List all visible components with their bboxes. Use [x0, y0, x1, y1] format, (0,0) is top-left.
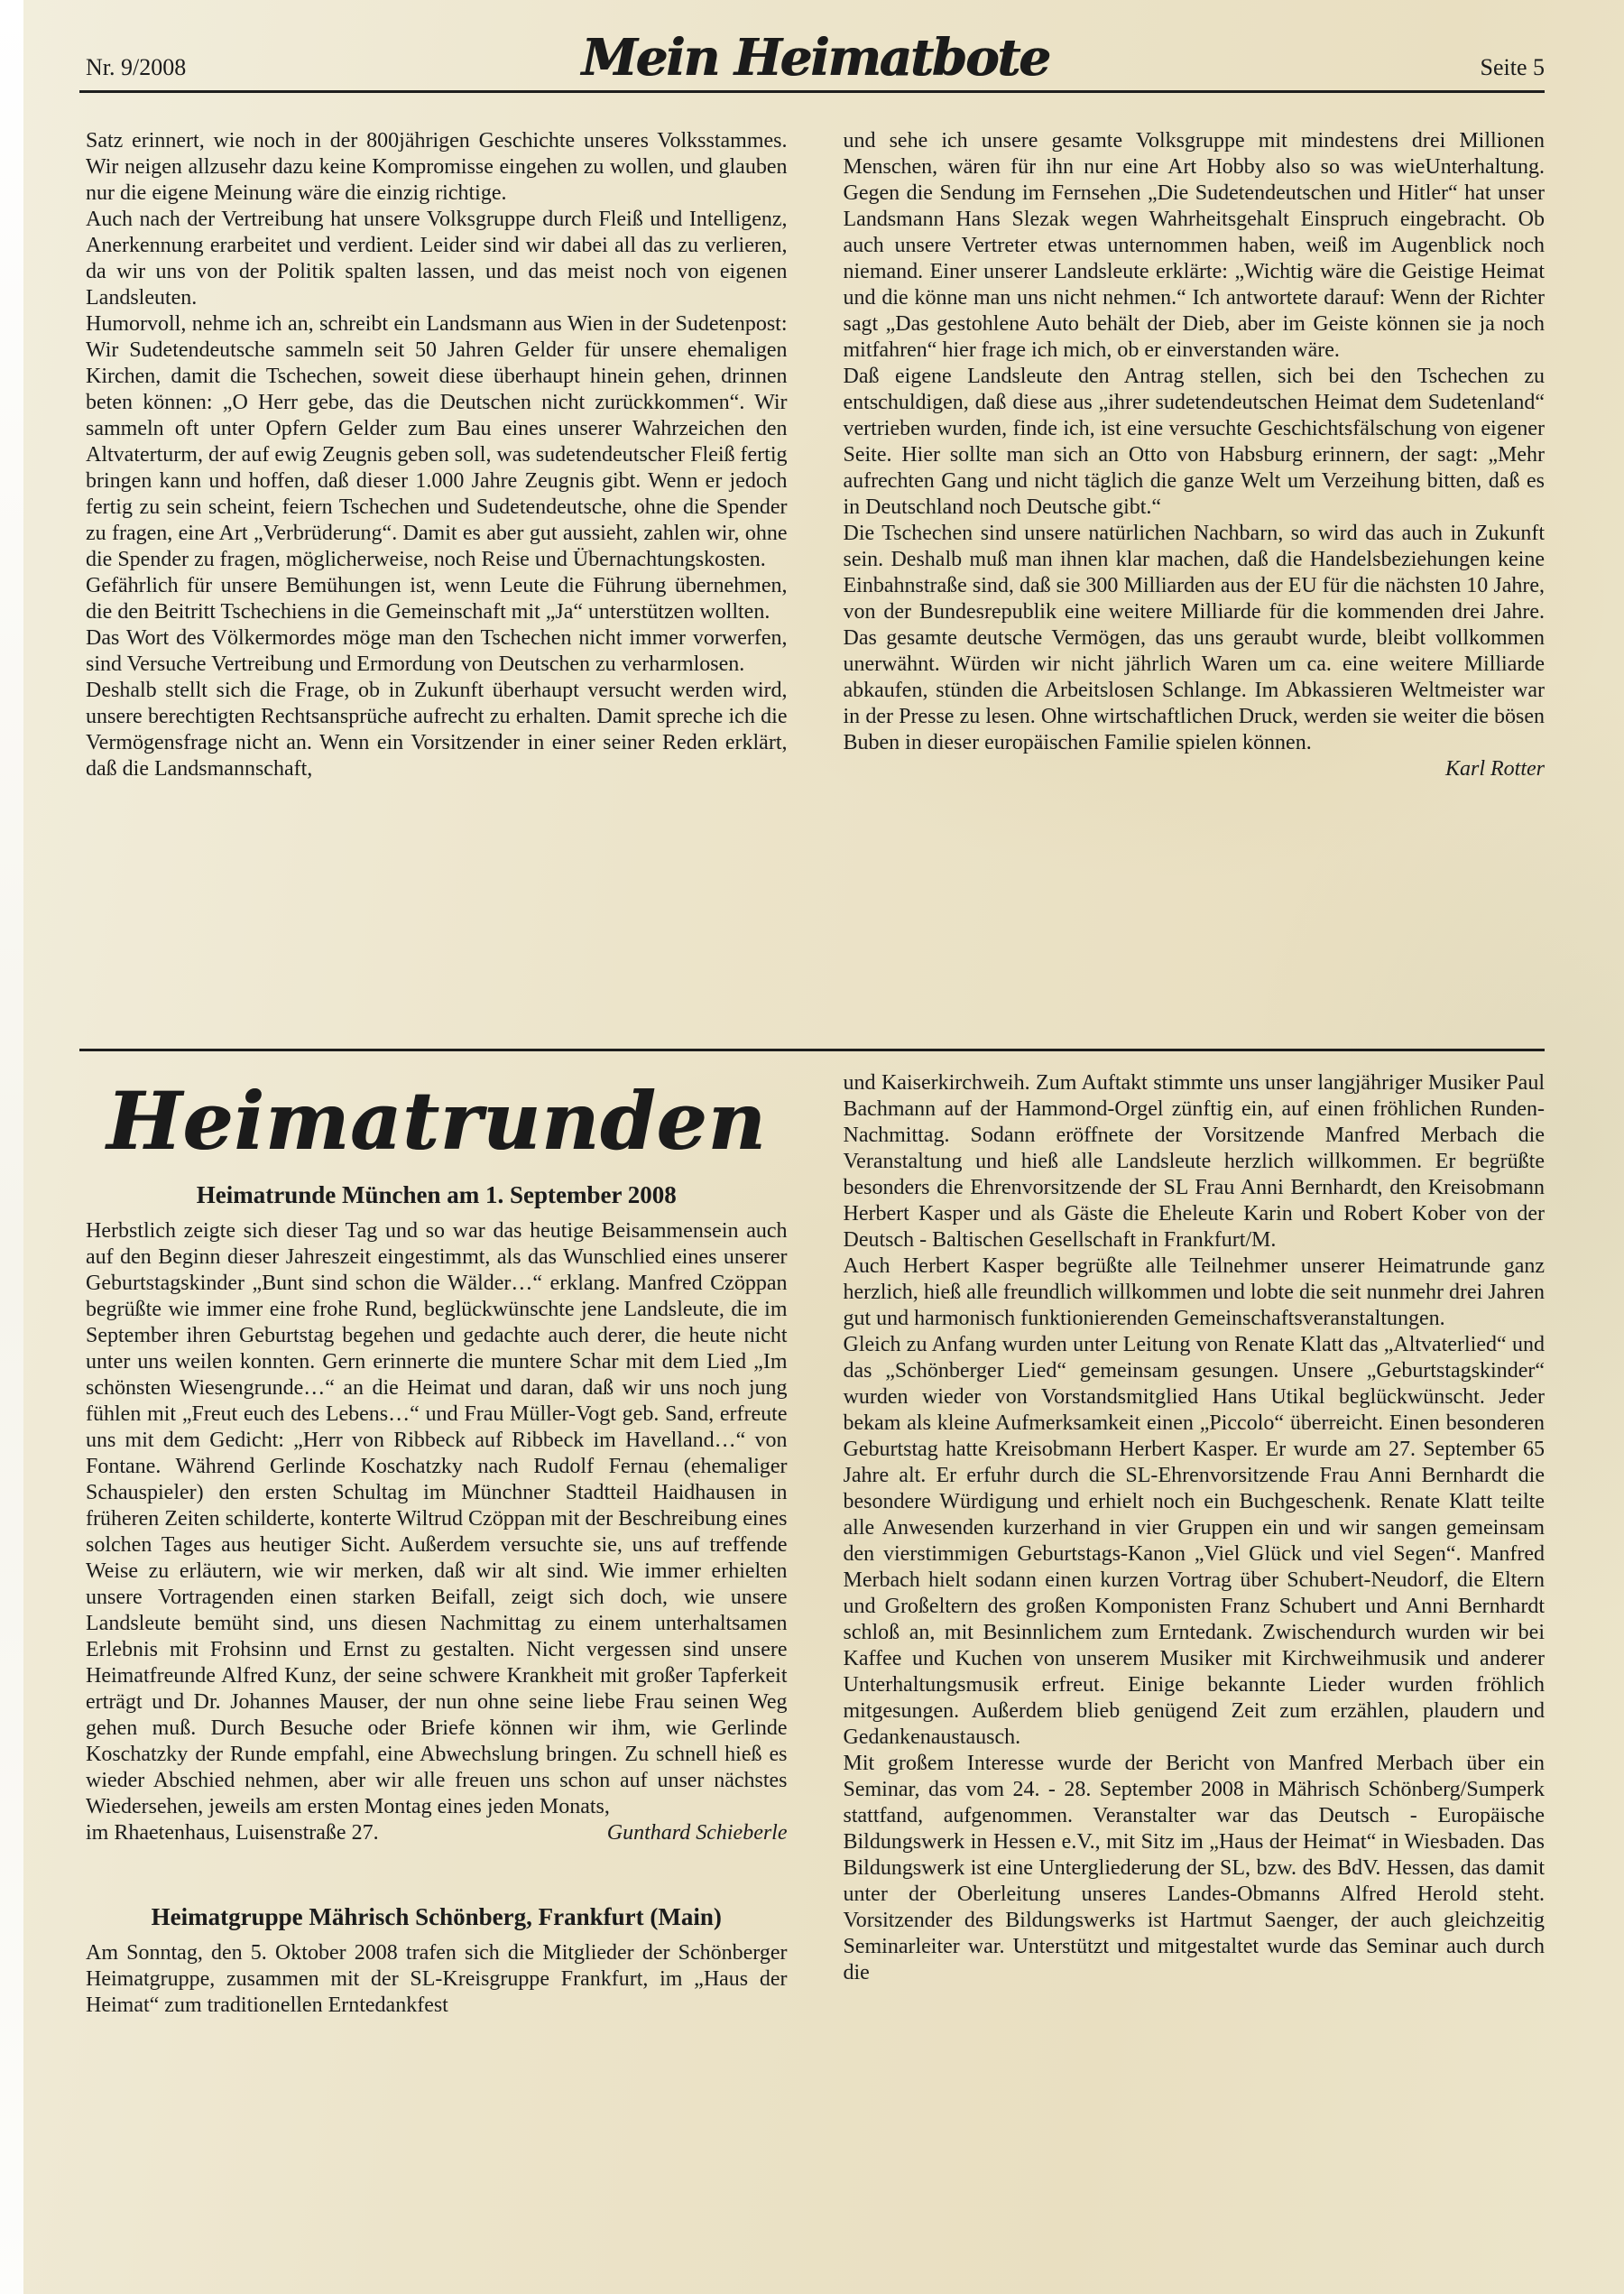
- issue-number: Nr. 9/2008: [86, 54, 187, 80]
- body-paragraph: Deshalb stellt sich die Frage, ob in Zukunft überhaupt versucht werden wird, unsere berechtigten Rechtsansprüche aufrecht zu erhalten. Damit spreche ich die Vermögensfrage nicht an. Wenn ein Vorsitzender in einer seiner Reden erklärt, daß die Landsmannschaft,: [86, 679, 788, 781]
- page-number: Seite 5: [1480, 54, 1545, 80]
- body-paragraph: Daß eigene Landsleute den Antrag stellen, sich bei den Tschechen zu entschuldigen, daß diese aus „ihrer sudetendeutschen Heimat dem Sudetenland“ vertrieben wurden, finde ich, ist eine versuchte Geschichtsfälschung von eigener Seite. Hier sollte man sich an Otto von Habsburg erinnern, der sagt: „Mehr aufrechten Gang und nicht täglich die ganze Welt um Verzeihung bitten, daß es in Deutschland noch Deutsche gibt.“: [843, 365, 1545, 519]
- header-rule: [79, 90, 1545, 93]
- body-paragraph: Auch Herbert Kasper begrüßte alle Teilnehmer unserer Heimatrunde ganz herzlich, hieß alle freundlich willkommen und lobte die seit nunmehr drei Jahren gut und harmonisch funktionierenden Gemeinschaftsveranstaltungen.: [843, 1254, 1545, 1330]
- body-paragraph: Gleich zu Anfang wurden unter Leitung von Renate Klatt das „Altvaterlied“ und das „Schönberger Lied“ gemeinsam gesungen. Unsere „Geburtstagskinder“ wurden wieder von Vorstandsmitglied Hans Utikal beglückwünscht. Jeder bekam als kleine Aufmerksamkeit einen „Piccolo“ überreicht. Einen besonderen Geburtstag hatte Kreisobmann Herbert Kasper. Er wurde am 27. September 65 Jahre alt. Er erfuhr durch die SL-Ehrenvorsitzende Frau Anni Bernhardt die besondere Würdigung und erhielt noch ein Buchgeschenk. Renate Klatt teilte alle Anwesenden kurzerhand in vier Gruppen ein und wir sangen gemeinsam den vierstimmigen Geburtstags-Kanon „Viel Glück und viel Segen“. Manfred Merbach hielt sodann einen kurzen Vortrag über Schubert-Neudorf, die Eltern und Großeltern des großen Komponisten Franz Schubert und Anni Bernhardt schloß an, mit Besinnlichem zum Erntedank. Zwischendurch wurden wir bei Kaffee und Kuchen von unserem Musiker mit Kirchweihmusik und anderer Unterhaltungsmusik erfreut. Einige bekannte Lieder wurden fröhlich mitgesungen. Außerdem blieb genügend Zeit zum erzählen, plaudern und Gedankenaustausch.: [843, 1333, 1545, 1749]
- signature-row: [86, 1820, 788, 1846]
- body-paragraph: Das Wort des Völkermordes möge man den Tschechen nicht immer vorwerfen, sind Versuche Vertreibung und Ermordung von Deutschen zu verharmlosen.: [86, 626, 788, 676]
- body-paragraph: Gefährlich für unsere Bemühungen ist, wenn Leute die Führung übernehmen, die den Beitritt Tschechiens in die Gemeinschaft mit „Ja“ unterstützen wollten.: [86, 574, 788, 624]
- body-paragraph: Mit großem Interesse wurde der Bericht von Manfred Merbach über ein Seminar, das vom 24. - 28. September 2008 in Mährisch Schönberg/Sumperk stattfand, aufgenommen. Veranstalter war das Deutsch - Europäische Bildungswerk in Hessen e.V., mit Sitz im „Haus der Heimat“ in Wiesbaden. Das Bildungswerk ist eine Untergliederung der SL, bzw. des BdV. Hessen, das damit unter der Oberleitung unseres Landes-Obmanns Alfred Herold steht. Vorsitzender des Bildungswerks ist Hartmut Saenger, der auch gleichzeitig Seminarleiter war. Unterstützt und mitgestaltet wurde das Seminar auch durch die: [843, 1752, 1545, 1984]
- body-paragraph: und sehe ich unsere gesamte Volksgruppe mit mindestens drei Millionen Menschen, wären für ihn nur eine Art Hobby also so was wieUnterhaltung. Gegen die Sendung im Fernsehen „Die Sudetendeutschen und Hitler“ hat unser Landsmann Hans Slezak wegen Wahrheitsgehalt Einspruch eingebracht. Ob auch unsere Vertreter etwas unternommen haben, weiß im Augenblick noch niemand. Einer unserer Landsleute erklärte: „Wichtig wäre die Geistige Heimat und die könne man uns nicht nehmen.“ Ich antwortete darauf: Wenn der Richter sagt „Das gestohlene Auto behält der Dieb, aber im Geiste können sie ja noch mitfahren“ hier frage ich mich, ob er einverstanden wäre.: [843, 129, 1545, 362]
- heimatrunden-section: [86, 1070, 1545, 2019]
- body-paragraph: Satz erinnert, wie noch in der 800jährigen Geschichte unseres Volksstammes. Wir neigen allzusehr dazu keine Kompromisse eingehen zu wollen, und glauben nur die eigene Meinung wäre die einzig richtige.: [86, 129, 788, 205]
- body-last-line: im Rhaetenhaus, Luisenstraße 27.: [86, 1821, 379, 1845]
- article-heading-schoenberg: Heimatgruppe Mährisch Schönberg, Frankfurt (Main): [151, 1903, 722, 1930]
- author-signature: Karl Rotter: [1444, 757, 1545, 781]
- section-script-title: Heimatrunden: [106, 1074, 767, 1168]
- article-heading-munich: Heimatrunde München am 1. September 2008: [196, 1181, 677, 1208]
- top-right-column: [844, 128, 1546, 782]
- top-left-column: [86, 128, 788, 782]
- body-paragraph: Die Tschechen sind unsere natürlichen Nachbarn, so wird das auch in Zukunft sein. Deshalb muß man ihnen klar machen, daß die Handelsbeziehungen keine Einbahnstraße sind, daß sie 300 Milliarden aus der EU für die nächsten 10 Jahre, von der Bundesrepublik eine weitere Milliarde für die kommenden drei Jahre. Das gesamte deutsche Vermögen, das uns geraubt wurde, bleibt vollkommen unerwähnt. Würden wir nicht jährlich Waren um ca. eine weitere Milliarde abkaufen, stünden die Arbeitslosen Schlange. Im Abkassieren Weltmeister war in der Presse zu lesen. Ohne wirtschaftlichen Druck, werden sie weiter die bösen Buben in dieser europäischen Familie spielen können.: [843, 522, 1545, 754]
- body-paragraph: Am Sonntag, den 5. Oktober 2008 trafen sich die Mitglieder der Schönberger Heimatgruppe, zusammen mit der SL-Kreisgruppe Frankfurt, im „Haus der Heimat“ zum traditionellen Erntedankfest: [86, 1941, 788, 2017]
- bottom-left-column: [86, 1070, 788, 2019]
- body-paragraph: und Kaiserkirchweih. Zum Auftakt stimmte uns unser langjähriger Musiker Paul Bachmann auf der Hammond-Orgel zünftig ein, auf einen fröhlichen Runden-Nachmittag. Sodann eröffnete der Vorsitzende Manfred Merbach die Veranstaltung und hieß alle Landsleute herzlich willkommen. Er begrüßte besonders die Ehrenvorsitzende der SL Frau Anni Bernhardt, den Kreisobmann Herbert Kasper und als Gäste die Eheleute Karin und Robert Kober von der Deutsch - Baltischen Gesellschaft in Frankfurt/M.: [843, 1071, 1545, 1252]
- body-paragraph: Herbstlich zeigte sich dieser Tag und so war das heutige Beisammensein auch auf den Beginn dieser Jahreszeit eingestimmt, als das Wunschlied eines unserer Geburtstagskinder „Bunt sind schon die Wälder…“ erklang. Manfred Czöppan begrüßte wie immer eine frohe Rund, beglückwünschte jene Landsleute, die im September ihren Geburtstag begehen und gedachte auch derer, die heute nicht unter uns weilen konnten. Gern erinnerte die muntere Schar mit dem Lied „Im schönsten Wiesengrunde…“ an die Heimat und daran, daß wir uns noch jung fühlen mit „Freut euch des Lebens…“ und Frau Müller-Vogt geb. Sand, erfreute uns mit dem Gedicht: „Herr von Ribbeck auf Ribbeck im Havelland…“ von Fontane. Während Gerlinde Koschatzky nach Rudolf Fernau (ehemaliger Schauspieler) den ersten Schultag im Münchner Stadtteil Haidhausen in früheren Zeiten schilderte, konterte Wiltrud Czöppan mit der Beschreibung eines solchen Tages aus heutiger Sicht. Außerdem versuchte sie, uns auf treffende Weise zu erläutern, wie wir merken, daß wir alt sind. Wie immer erhielten unsere Vortragenden einen starken Beifall, zeigt sich doch, wie unsere Landsleute bemüht sind, uns diesen Nachmittag zu einem unterhaltsamen Erlebnis mit Frohsinn und Ernst zu gestalten. Nicht vergessen sind unsere Heimatfreunde Alfred Kunz, der seine schwere Krankheit mit großer Tapferkeit erträgt und Dr. Johannes Mauser, der nun ohne seine liebe Frau seinen Weg gehen muß. Durch Besuche oder Briefe können wir ihm, wie Gerlinde Koschatzky der Runde empfahl, eine Abwechslung bringen. Zu schnell hieß es wieder Abschied nehmen, aber wir alle freuen uns schon auf unser nächstes Wiedersehen, jeweils am ersten Montag eines jeden Monats,: [86, 1219, 788, 1818]
- masthead-title: Mein Heimatbote: [581, 28, 1049, 88]
- top-article: [86, 128, 1545, 782]
- page-header: [86, 25, 1545, 88]
- body-paragraph: Auch nach der Vertreibung hat unsere Volksgruppe durch Fleiß und Intelligenz, Anerkennung erarbeitet und verdient. Leider sind wir dabei all das zu verlieren, da wir uns von der Politik spalten lassen, und das meist noch von eigenen Landsleuten.: [86, 208, 788, 310]
- author-signature: Gunthard Schieberle: [606, 1821, 788, 1845]
- body-paragraph: Humorvoll, nehme ich an, schreibt ein Landsmann aus Wien in der Sudetenpost: Wir Sudetendeutsche sammeln seit 50 Jahren Gelder für unsere ehemaligen Kirchen, damit die Tschechen, soweit diese überhaupt hinein gehen, drinnen beten können: „O Herr gebe, das die Deutschen nicht zurückkommen“. Wir sammeln oft unter Opfern Gelder zum Bau eines unserer Wahrzeichen den Altvaterturm, der auf ewig Zeugnis geben soll, was sudetendeutscher Fleiß fertig bringen kann und hoffen, daß dieser 1.000 Jahre Zeugnis gibt. Wenn er jedoch fertig zu sein scheint, feiern Tschechen und Sudetendeutsche, ohne die Spender zu fragen, eine Art „Verbrüderung“. Damit es aber gut aussieht, zahlen wir, ohne die Spender zu fragen, möglicherweise, noch Reise und Übernachtungskosten.: [86, 312, 788, 571]
- section-divider-rule: [79, 1049, 1545, 1051]
- bottom-right-column: [844, 1070, 1546, 2019]
- scan-edge-artifact: [0, 0, 23, 2294]
